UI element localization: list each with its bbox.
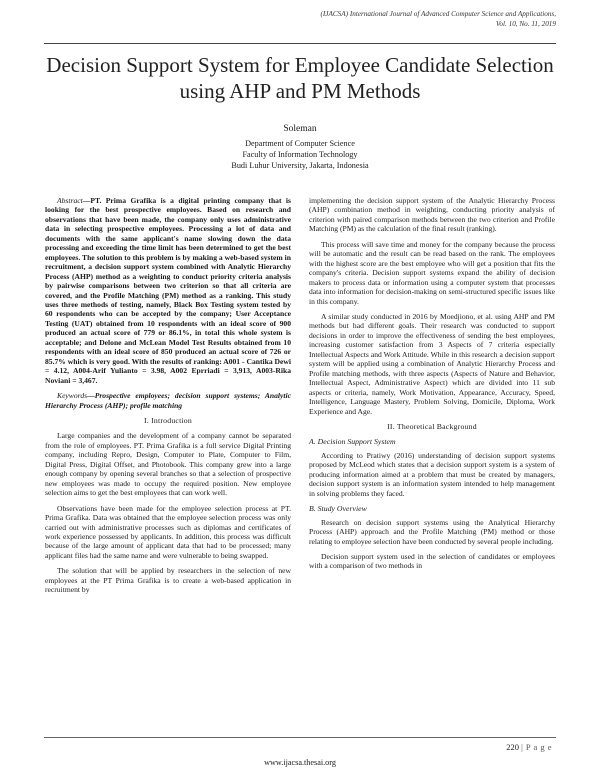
page-number [506, 742, 552, 752]
intro-paragraph-3: The solution that will be applied by researchers in the selection of new employees at the PT Prima Grafika is to create a web-based application in recruitment by [45, 566, 291, 595]
journal-header [176, 10, 556, 29]
section-heading-introduction: I. Introduction [143, 415, 193, 425]
page-number-value: 220 [506, 742, 519, 752]
abstract-text: —PT. Prima Grafika is a digital printing company that is looking for the best prospective employees. Based on research and observations that have been made, the company only uses administrative data in selecting prospective employees. Processing a lot of data and documents with the same applicant's name slowing down the data processing and exceeding the time limit has been determined to get the best employees. The solution to this problem is by making a web-based system in recruitment, a decision support system combined with Analytic Hierarchy Process (AHP) method as a weighting to conduct priority criteria analysis by pairwise comparisons between two criterion so that all criteria are covered, and the Profile Matching (PM) method as a ranking. This study uses three methods of testing, namely, Black Box Testing system tested by 60 respondents who can be accepted by the company; User Acceptance Testing (UAT) obtained from 10 respondents with an ideal score of 900 produced an actual score of 779 or 86.1%, in total this whole system is acceptable; and Delone and McLean Model Test Results obtained from 10 respondents with an ideal score of 850 produced an actual score of 726 or 85.7% which is very good. With the results of ranking: A001 - Cantika Dewi = 4.12, A004-Arif Yulianto = 3.98, A002 Eprriadi = 3,913, A003-Rika Noviani = 3,467. [45, 196, 291, 385]
keywords-label: Keywords [57, 391, 88, 401]
left-column [45, 196, 291, 601]
intro-paragraph-2: Observations have been made for the employee selection process at PT. Prima Grafika. Data was obtained that the employee selection process was only carried out with administrative processes such as diplomas and certificates of work experience possessed by applicants. In addition, this process was difficult because of the large amount of applicant data that had to be processed; many applicant files had the same name and were vulnerable to being swapped. [45, 503, 291, 560]
abstract-label: Abstract [57, 196, 83, 205]
study-overview-paragraph-1: Research on decision support systems using the Analytical Hierarchy Process (AHP) approach and the Profile Matching (PM) method or those relating to employee selection have been conducted by several people including. [309, 517, 555, 546]
subsection-heading-dss: A. Decision Support System [309, 437, 396, 447]
header-rule [44, 43, 556, 44]
abstract [45, 196, 291, 385]
paper-title: Decision Support System for Employee Candidate Selection using AHP and PM Methods [46, 53, 554, 103]
journal-name: (IJACSA) International Journal of Advanced Computer Science and Applications, [320, 10, 556, 18]
intro-paragraph-6: A similar study conducted in 2016 by Moedjiono, et al. using AHP and PM methods but had different goals. Their research was conducted to support decisions in order to improve the effectiveness of sending the best employees, increasing customer satisfaction from 3 Aspects of 7 criteria especially Intellectual Aspects and Work Attitude. While in this research a decision support system will be applied using a combination of Analytic Hierarchy Process and Profile matching methods, with three aspects (Aspects of Nature and Behavior, Intellectual Aspect, Administrative Aspect) which are divided into 11 sub aspects or criteria, namely, Work Motivation, Appearance, Accuracy, Speed, Intelligence, Language Mastery, Problem Solving, Domicile, Diploma, Work Experience and Age. [309, 311, 555, 416]
right-column [309, 196, 555, 577]
author-affiliation [0, 138, 600, 171]
keywords [45, 391, 291, 410]
section-heading-theoretical-background: II. Theoretical Background [387, 421, 477, 431]
page-label: | P a g e [521, 742, 552, 752]
journal-url: www.ijacsa.thesai.org [264, 758, 336, 767]
footer-rule [44, 737, 556, 738]
intro-paragraph-1: Large companies and the development of a company cannot be separated from the role of employees. PT. Prima Grafika is a full service Digital Printing company, including Repro, Design, Computer to Plate, Computer to Film, Digital Press, Digital Offset, and Photobook. This company grew into a large enough company by opening several branches so that a selection of prospective new employees was made to occupy the required position. New employee selection aims to get the best employees that can work well. [45, 431, 291, 498]
affiliation-faculty: Faculty of Information Technology [242, 150, 358, 159]
affiliation-university: Budi Luhur University, Jakarta, Indonesia [231, 161, 369, 170]
dss-paragraph: According to Pratiwy (2016) understanding of decision support systems proposed by McLeod which states that a decision support system is a system of producing information aimed at a problem that must be created by managers, decision support system is an information system intended to help management in solving problems they faced. [309, 450, 555, 498]
subsection-heading-study-overview: B. Study Overview [309, 504, 367, 514]
affiliation-department: Department of Computer Science [245, 139, 355, 148]
intro-paragraph-5: This process will save time and money for the company because the process will be automatic and the result can be read based on the rank. The employees with the highest score are the best employee who will get a position that fits the company's criteria. Decision support systems expand the ability of decision makers to process data or information using a computer system that processes data into information for decision-making on semi-structured specific issues like in this company. [309, 239, 555, 306]
journal-volume: Vol. 10, No. 11, 2019 [495, 19, 556, 28]
keywords-text: —Prospective employees; decision support systems; Analytic Hierarchy Process (AHP); profile matching [45, 391, 291, 410]
author-name: Soleman [283, 124, 317, 134]
intro-paragraph-4: implementing the decision support system of the Analytic Hierarchy Process (AHP) combination method in weighting, conducting priority analysis of criterion with paired comparison methods between the two criterion and Profile Matching (PM) as the calculation of the final result (ranking). [309, 196, 555, 234]
study-overview-paragraph-2: Decision support system used in the selection of candidates or employees with a comparison of two methods in [309, 551, 555, 571]
